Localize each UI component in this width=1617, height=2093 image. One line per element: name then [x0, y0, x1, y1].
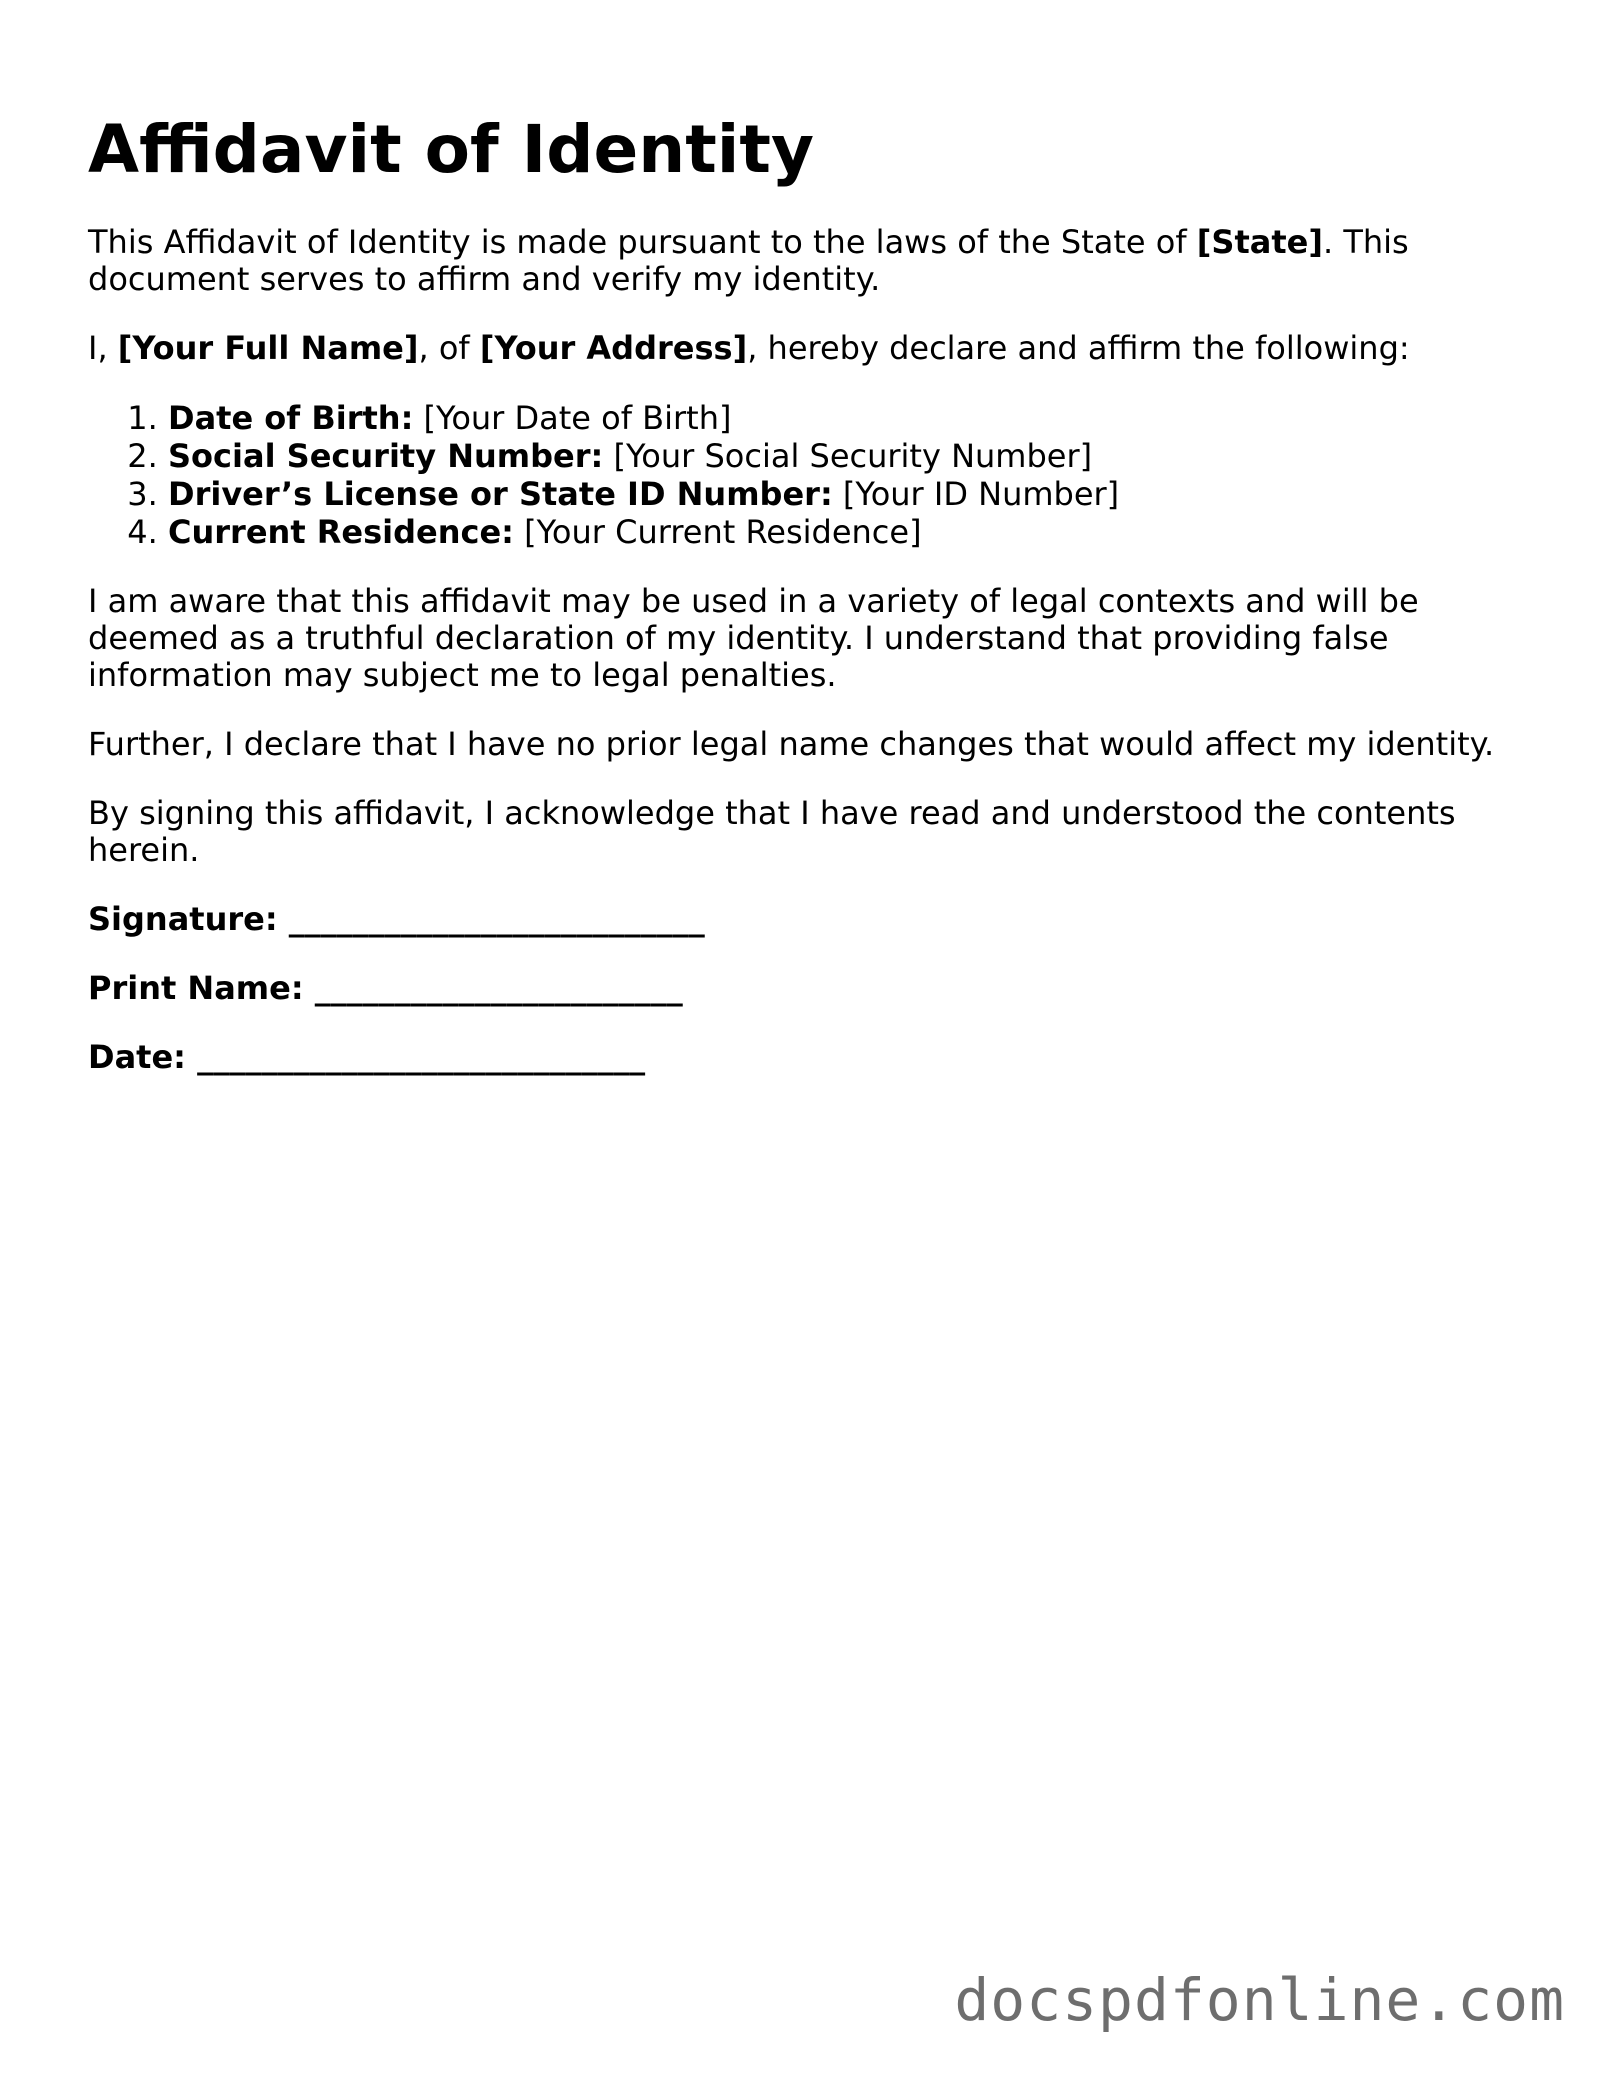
document-title: Affidavit of Identity — [88, 111, 814, 188]
signature-label: Signature: __________________________ — [88, 900, 705, 938]
item-label: Social Security Number: — [168, 437, 604, 475]
declaration-paragraph — [88, 330, 1528, 367]
date-line — [88, 1039, 1528, 1076]
print-name-line — [88, 970, 1528, 1007]
full-name-placeholder: [Your Full Name] — [117, 329, 419, 367]
declaration-prefix: I, — [88, 329, 118, 367]
acknowledge-paragraph: By signing this affidavit, I acknowledge that I have read and understood the contents herein. — [88, 794, 1456, 869]
list-item-date-of-birth — [168, 399, 1528, 437]
intro-text-after: . This document serves to affirm and verify my identity. — [88, 223, 1409, 298]
identity-details-list — [88, 399, 1528, 551]
list-item-id-number — [168, 475, 1528, 513]
item-label: Date of Birth: — [168, 399, 414, 437]
name-changes-paragraph: Further, I declare that I have no prior legal name changes that would affect my identity. — [88, 725, 1495, 763]
awareness-paragraph: I am aware that this affidavit may be used in a variety of legal contexts and will be deemed as a truthful declaration of my identity. I understand that providing false information may subject me to legal penalties. — [88, 582, 1419, 694]
declaration-middle: , of — [418, 329, 480, 367]
declaration-suffix: , hereby declare and affirm the following: — [747, 329, 1410, 367]
item-value: [Your Social Security Number] — [603, 437, 1093, 475]
item-label: Driver’s License or State ID Number: — [168, 475, 833, 513]
item-label: Current Residence: — [168, 513, 514, 551]
item-value: [Your ID Number] — [832, 475, 1120, 513]
item-value: [Your Current Residence] — [513, 513, 922, 551]
document-page — [88, 110, 1528, 1108]
item-value: [Your Date of Birth] — [413, 399, 732, 437]
intro-text-before: This Affidavit of Identity is made pursuant to the laws of the State of — [88, 223, 1197, 261]
print-name-label: Print Name: _______________________ — [88, 969, 683, 1007]
list-item-ssn — [168, 437, 1528, 475]
list-item-residence — [168, 513, 1528, 551]
address-placeholder: [Your Address] — [479, 329, 748, 367]
state-placeholder: [State] — [1196, 223, 1323, 261]
intro-paragraph — [88, 224, 1528, 298]
date-label: Date: ____________________________ — [88, 1038, 646, 1076]
watermark-text: docspdfonline.com — [954, 1966, 1565, 2034]
signature-line — [88, 901, 1528, 938]
